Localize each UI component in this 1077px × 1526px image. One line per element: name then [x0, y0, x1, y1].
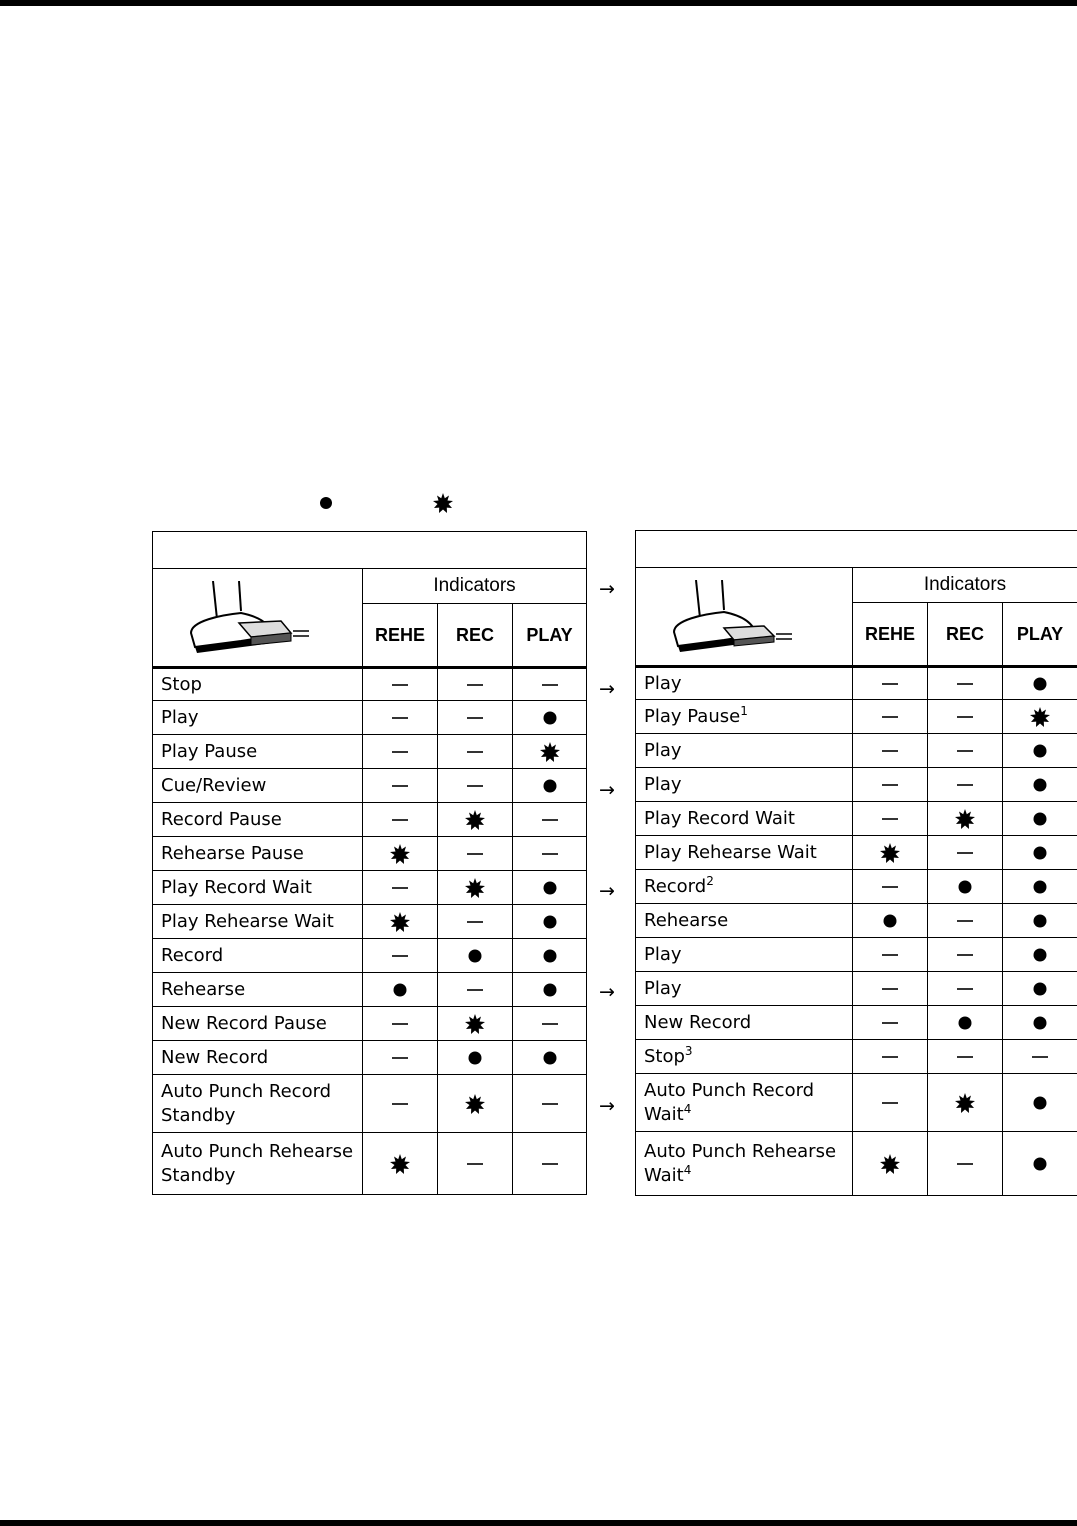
rec-indicator-cell	[438, 668, 513, 701]
play-column-header: PLAY	[513, 604, 587, 668]
flashing-indicator-icon	[465, 810, 485, 830]
off-indicator-icon	[390, 946, 410, 966]
rec-indicator-cell	[928, 972, 1003, 1006]
flashing-indicator-icon	[955, 809, 975, 829]
table-row	[636, 768, 1077, 802]
transition-arrow: →	[599, 981, 615, 1003]
lit-indicator-icon	[540, 980, 560, 1000]
lit-indicator-icon	[880, 911, 900, 931]
table-row	[636, 1006, 1077, 1040]
rehe-indicator-cell	[853, 802, 928, 836]
state-label-text: New Record	[161, 1046, 269, 1068]
off-indicator-icon	[955, 945, 975, 965]
play-indicator-cell	[1003, 938, 1077, 972]
foot-pedal-image	[636, 568, 853, 667]
state-label-text: Stop	[644, 1045, 685, 1067]
state-label-text: Record	[161, 944, 224, 966]
state-label-text: Play	[644, 977, 682, 999]
rehe-indicator-cell	[853, 667, 928, 700]
table-row	[636, 938, 1077, 972]
footnote-marker: 3	[684, 1043, 693, 1058]
state-label	[153, 939, 363, 973]
state-label	[636, 972, 853, 1006]
flashing-indicator-icon	[465, 1094, 485, 1114]
lit-indicator-icon	[1030, 775, 1050, 795]
rehe-indicator-cell	[363, 837, 438, 871]
off-indicator-icon	[390, 776, 410, 796]
rehe-column-header: REHE	[363, 604, 438, 668]
state-label-text: Play Pause	[161, 740, 258, 762]
foot-switch-icon	[181, 581, 311, 661]
lit-indicator-icon	[540, 708, 560, 728]
off-indicator-icon	[955, 741, 975, 761]
state-label	[636, 1074, 853, 1132]
state-label-text: Auto Punch Record Wait	[644, 1079, 815, 1125]
table-row	[636, 904, 1077, 938]
lit-indicator-icon	[390, 980, 410, 1000]
table-row	[636, 734, 1077, 768]
lit-indicator-icon	[1030, 843, 1050, 863]
current-state-table	[152, 531, 587, 1195]
state-label-text: Cue/Review	[161, 774, 267, 796]
table-row	[636, 1040, 1077, 1074]
lit-indicator-icon	[465, 946, 485, 966]
off-indicator-icon	[540, 1094, 560, 1114]
play-indicator-cell	[1003, 904, 1077, 938]
off-indicator-icon	[880, 809, 900, 829]
transition-arrow: →	[599, 578, 615, 600]
table-row	[153, 1007, 587, 1041]
rehe-indicator-cell	[853, 972, 928, 1006]
lit-indicator-icon	[1030, 945, 1050, 965]
lit-indicator-icon	[1030, 877, 1050, 897]
flashing-indicator-icon	[390, 1154, 410, 1174]
state-label-text: Play Record Wait	[161, 876, 312, 898]
off-indicator-icon	[880, 707, 900, 727]
rehe-indicator-cell	[363, 803, 438, 837]
foot-switch-pressed-icon	[664, 580, 794, 660]
state-label-text: Play	[644, 672, 682, 694]
rec-indicator-cell	[928, 1132, 1003, 1196]
off-indicator-icon	[465, 980, 485, 1000]
indicators-header: Indicators	[853, 568, 1077, 603]
play-indicator-cell	[513, 1133, 587, 1195]
off-indicator-icon	[955, 707, 975, 727]
rehe-indicator-cell	[363, 769, 438, 803]
rec-indicator-cell	[438, 973, 513, 1007]
table-row	[636, 1074, 1077, 1132]
rec-indicator-cell	[438, 769, 513, 803]
off-indicator-icon	[955, 979, 975, 999]
transition-arrow: →	[599, 678, 615, 700]
off-indicator-icon	[390, 1094, 410, 1114]
footnote-marker: 1	[740, 703, 748, 718]
state-label-text: Auto Punch Rehearse Wait	[644, 1140, 837, 1186]
table-row	[636, 972, 1077, 1006]
rec-indicator-cell	[438, 803, 513, 837]
state-label	[636, 700, 853, 734]
off-indicator-icon	[880, 1093, 900, 1113]
state-label-text: Rehearse Pause	[161, 842, 304, 864]
rehe-indicator-cell	[853, 734, 928, 768]
rehe-indicator-cell	[853, 1074, 928, 1132]
next-state-caption-row	[636, 531, 1077, 568]
state-label-text: Play	[644, 943, 682, 965]
state-label	[153, 871, 363, 905]
lit-indicator-icon	[1030, 741, 1050, 761]
play-indicator-cell	[513, 837, 587, 871]
rec-indicator-cell	[928, 870, 1003, 904]
state-label	[153, 701, 363, 735]
rec-indicator-cell	[928, 802, 1003, 836]
rec-indicator-cell	[438, 1075, 513, 1133]
table-row	[153, 973, 587, 1007]
flashing-indicator-icon	[540, 742, 560, 762]
play-indicator-cell	[513, 1041, 587, 1075]
state-label	[153, 668, 363, 701]
lit-indicator-icon	[1030, 674, 1050, 694]
table-row	[636, 1132, 1077, 1196]
rec-indicator-cell	[438, 735, 513, 769]
off-indicator-icon	[465, 912, 485, 932]
play-indicator-cell	[1003, 700, 1077, 734]
off-indicator-icon	[880, 775, 900, 795]
state-label-text: Play Pause	[644, 705, 741, 727]
play-indicator-cell	[1003, 734, 1077, 768]
off-indicator-icon	[390, 810, 410, 830]
off-indicator-icon	[880, 1047, 900, 1067]
lit-indicator-icon	[1030, 1154, 1050, 1174]
rehe-indicator-cell	[853, 904, 928, 938]
footnote-marker: 4	[683, 1101, 692, 1116]
off-indicator-icon	[465, 1154, 485, 1174]
play-indicator-cell	[513, 905, 587, 939]
off-indicator-icon	[540, 844, 560, 864]
rec-indicator-cell	[928, 1074, 1003, 1132]
transition-arrow: →	[599, 1095, 615, 1117]
play-indicator-cell	[1003, 802, 1077, 836]
play-indicator-cell	[1003, 1006, 1077, 1040]
play-indicator-cell	[513, 973, 587, 1007]
bottom-rule	[0, 1520, 1077, 1526]
rec-indicator-cell	[928, 836, 1003, 870]
play-indicator-cell	[1003, 870, 1077, 904]
rec-indicator-cell	[928, 700, 1003, 734]
state-label	[153, 1075, 363, 1133]
lit-indicator-icon	[540, 912, 560, 932]
state-label	[153, 735, 363, 769]
off-indicator-icon	[880, 741, 900, 761]
off-indicator-icon	[390, 1048, 410, 1068]
rec-indicator-cell	[928, 1006, 1003, 1040]
flashing-indicator-icon	[465, 1014, 485, 1034]
off-indicator-icon	[955, 843, 975, 863]
flashing-indicator-icon	[1030, 707, 1050, 727]
off-indicator-icon	[955, 674, 975, 694]
rehe-indicator-cell	[363, 1041, 438, 1075]
rec-indicator-cell	[928, 938, 1003, 972]
rehe-indicator-cell	[853, 1006, 928, 1040]
table-row	[153, 769, 587, 803]
state-label	[636, 1006, 853, 1040]
state-label-text: Play	[161, 706, 199, 728]
state-label-text: Record	[644, 875, 707, 897]
play-indicator-cell	[513, 735, 587, 769]
off-indicator-icon	[1030, 1047, 1050, 1067]
state-label-text: Auto Punch Record Standby	[161, 1080, 332, 1126]
play-column-header: PLAY	[1003, 603, 1077, 667]
indicators-header: Indicators	[363, 569, 587, 604]
off-indicator-icon	[880, 877, 900, 897]
rehe-indicator-cell	[853, 1132, 928, 1196]
off-indicator-icon	[390, 878, 410, 898]
lit-indicator-icon	[1030, 911, 1050, 931]
rehe-indicator-cell	[363, 939, 438, 973]
table-row	[153, 939, 587, 973]
table-row	[153, 735, 587, 769]
table-row	[153, 905, 587, 939]
lit-indicator-icon	[955, 1013, 975, 1033]
table-row	[153, 871, 587, 905]
state-label	[153, 803, 363, 837]
foot-pedal-image	[153, 569, 363, 668]
play-indicator-cell	[1003, 1074, 1077, 1132]
state-label	[636, 938, 853, 972]
rec-indicator-cell	[438, 905, 513, 939]
rehe-indicator-cell	[853, 768, 928, 802]
off-indicator-icon	[465, 844, 485, 864]
next-state-table	[635, 530, 1077, 1196]
off-indicator-icon	[390, 742, 410, 762]
lit-indicator-icon	[1030, 809, 1050, 829]
play-indicator-cell	[513, 871, 587, 905]
state-label-text: Play Rehearse Wait	[644, 841, 817, 863]
state-label-text: Stop	[161, 673, 202, 695]
rehe-indicator-cell	[363, 668, 438, 701]
play-indicator-cell	[513, 701, 587, 735]
rec-indicator-cell	[438, 1007, 513, 1041]
off-indicator-icon	[955, 911, 975, 931]
play-indicator-cell	[513, 1007, 587, 1041]
off-indicator-icon	[465, 708, 485, 728]
rehe-indicator-cell	[363, 735, 438, 769]
off-indicator-icon	[465, 675, 485, 695]
flashing-indicator-icon	[390, 912, 410, 932]
state-label	[153, 973, 363, 1007]
off-indicator-icon	[880, 1013, 900, 1033]
play-indicator-cell	[1003, 1132, 1077, 1196]
rehe-column-header: REHE	[853, 603, 928, 667]
rec-indicator-cell	[438, 871, 513, 905]
lit-indicator-icon	[540, 776, 560, 796]
state-label-text: Play	[644, 773, 682, 795]
state-label-text: Play Record Wait	[644, 807, 795, 829]
play-indicator-cell	[1003, 972, 1077, 1006]
rehe-indicator-cell	[363, 1075, 438, 1133]
play-indicator-cell	[513, 1075, 587, 1133]
off-indicator-icon	[540, 1014, 560, 1034]
off-indicator-icon	[955, 1154, 975, 1174]
state-label	[153, 1133, 363, 1195]
table-row	[636, 870, 1077, 904]
off-indicator-icon	[540, 1154, 560, 1174]
state-label-text: Auto Punch Rehearse Standby	[161, 1140, 354, 1186]
state-label	[636, 667, 853, 700]
rehe-indicator-cell	[853, 836, 928, 870]
rehe-indicator-cell	[853, 870, 928, 904]
rehe-indicator-cell	[363, 701, 438, 735]
transition-arrow: →	[599, 779, 615, 801]
lit-indicator-icon	[540, 946, 560, 966]
state-label	[153, 837, 363, 871]
rehe-indicator-cell	[853, 1040, 928, 1074]
off-indicator-icon	[955, 775, 975, 795]
flashing-indicator-icon	[465, 878, 485, 898]
state-label	[153, 905, 363, 939]
state-label-text: New Record Pause	[161, 1012, 327, 1034]
flashing-indicator-icon	[880, 1154, 900, 1174]
state-label	[636, 802, 853, 836]
flashing-indicator-icon	[880, 843, 900, 863]
table-row	[153, 1133, 587, 1195]
play-indicator-cell	[1003, 768, 1077, 802]
rec-indicator-cell	[438, 1133, 513, 1195]
play-indicator-cell	[513, 769, 587, 803]
flashing-indicator-icon	[390, 844, 410, 864]
off-indicator-icon	[390, 1014, 410, 1034]
table-row	[153, 837, 587, 871]
rehe-indicator-cell	[363, 905, 438, 939]
state-label	[636, 870, 853, 904]
off-indicator-icon	[465, 776, 485, 796]
state-label	[153, 1007, 363, 1041]
play-indicator-cell	[1003, 667, 1077, 700]
rec-indicator-cell	[438, 701, 513, 735]
rec-indicator-cell	[928, 734, 1003, 768]
off-indicator-icon	[880, 674, 900, 694]
state-label	[153, 1041, 363, 1075]
current-state-caption-row	[153, 532, 587, 569]
state-label-text: Rehearse	[644, 909, 729, 931]
rec-indicator-cell	[438, 1041, 513, 1075]
off-indicator-icon	[955, 1047, 975, 1067]
play-indicator-cell	[513, 668, 587, 701]
lit-indicator-icon	[1030, 1093, 1050, 1113]
rec-column-header: REC	[438, 604, 513, 668]
state-label-text: Rehearse	[161, 978, 246, 1000]
rec-indicator-cell	[438, 939, 513, 973]
legend-lit-icon	[320, 497, 332, 509]
state-label-text: Play	[644, 739, 682, 761]
play-indicator-cell	[1003, 1040, 1077, 1074]
off-indicator-icon	[390, 675, 410, 695]
footnote-marker: 4	[683, 1162, 692, 1177]
rec-indicator-cell	[928, 904, 1003, 938]
play-indicator-cell	[1003, 836, 1077, 870]
table-row	[153, 1075, 587, 1133]
legend-flashing-icon	[433, 493, 453, 513]
play-indicator-cell	[513, 939, 587, 973]
state-label	[636, 1040, 853, 1074]
flashing-indicator-icon	[955, 1093, 975, 1113]
play-indicator-cell	[513, 803, 587, 837]
table-row	[153, 668, 587, 701]
rehe-indicator-cell	[853, 700, 928, 734]
table-row	[153, 1041, 587, 1075]
lit-indicator-icon	[540, 1048, 560, 1068]
state-label	[636, 734, 853, 768]
state-label	[153, 769, 363, 803]
table-row	[636, 836, 1077, 870]
table-row	[636, 802, 1077, 836]
lit-indicator-icon	[540, 878, 560, 898]
off-indicator-icon	[465, 742, 485, 762]
state-label-text: Play Rehearse Wait	[161, 910, 334, 932]
state-label	[636, 1132, 853, 1196]
state-label	[636, 768, 853, 802]
state-label-text: New Record	[644, 1011, 752, 1033]
footnote-marker: 2	[706, 873, 714, 888]
lit-indicator-icon	[955, 877, 975, 897]
table-row	[636, 700, 1077, 734]
off-indicator-icon	[880, 945, 900, 965]
rec-column-header: REC	[928, 603, 1003, 667]
rehe-indicator-cell	[363, 871, 438, 905]
state-label	[636, 836, 853, 870]
state-label	[636, 904, 853, 938]
rehe-indicator-cell	[363, 1133, 438, 1195]
rec-indicator-cell	[928, 768, 1003, 802]
off-indicator-icon	[540, 810, 560, 830]
rehe-indicator-cell	[363, 973, 438, 1007]
table-row	[153, 803, 587, 837]
table-row	[153, 701, 587, 735]
top-rule	[0, 0, 1077, 6]
off-indicator-icon	[540, 675, 560, 695]
rec-indicator-cell	[438, 837, 513, 871]
lit-indicator-icon	[1030, 1013, 1050, 1033]
rec-indicator-cell	[928, 1040, 1003, 1074]
off-indicator-icon	[880, 979, 900, 999]
state-label-text: Record Pause	[161, 808, 282, 830]
transition-arrow: →	[599, 880, 615, 902]
rec-indicator-cell	[928, 667, 1003, 700]
table-row	[636, 667, 1077, 700]
lit-indicator-icon	[465, 1048, 485, 1068]
lit-indicator-icon	[1030, 979, 1050, 999]
rehe-indicator-cell	[363, 1007, 438, 1041]
off-indicator-icon	[390, 708, 410, 728]
rehe-indicator-cell	[853, 938, 928, 972]
